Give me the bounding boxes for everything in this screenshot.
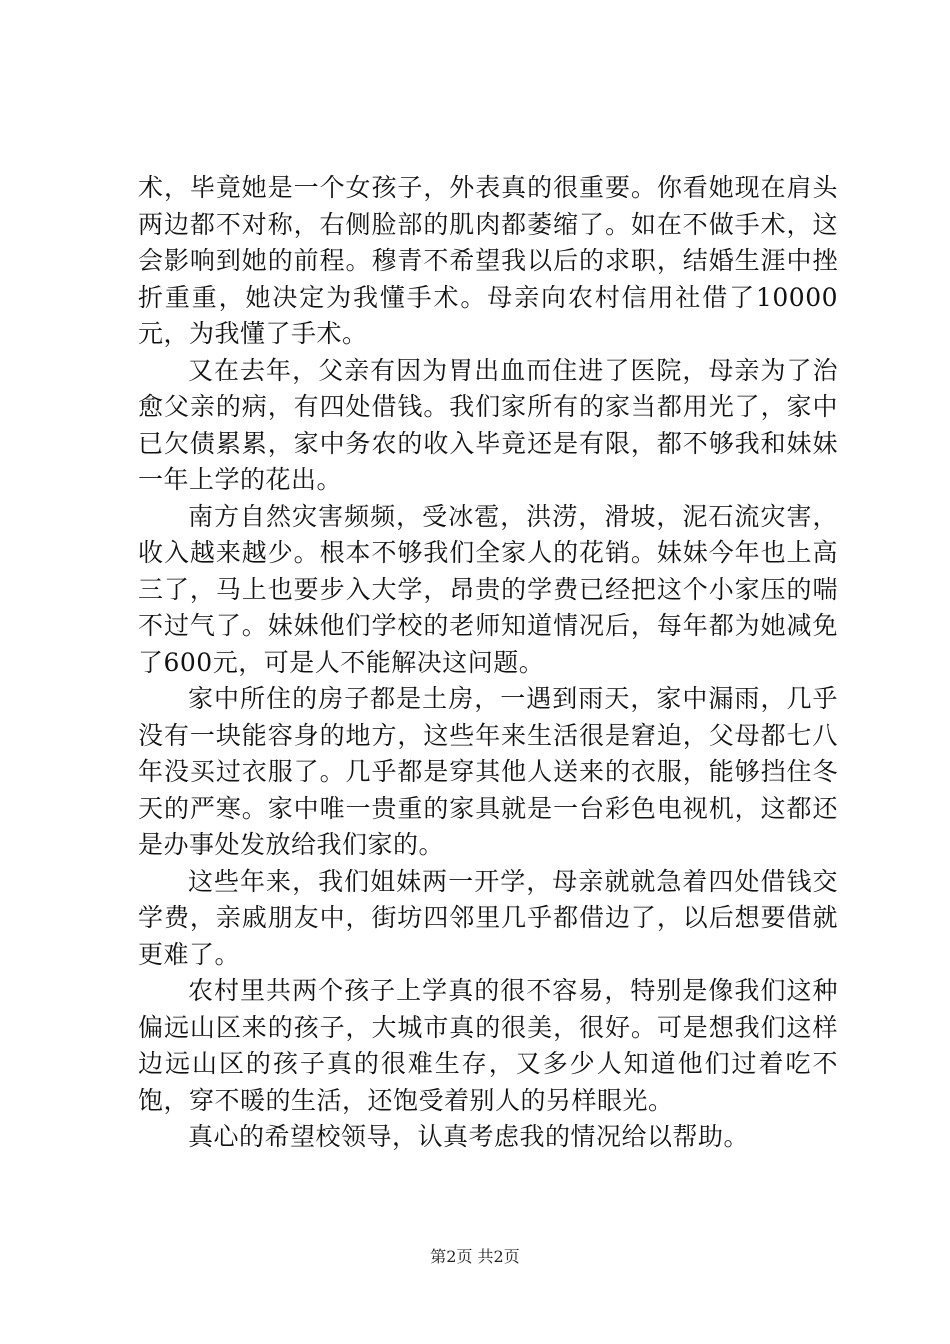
page-number: 第2页 共2页 <box>430 1247 520 1266</box>
paragraph: 这些年来，我们姐妹两一开学，母亲就就急着四处借钱交学费，亲戚朋友中，街坊四邻里几乎都借边了，以后想要借就更难了。 <box>138 866 838 969</box>
paragraph: 南方自然灾害频频，受冰雹，洪涝，滑坡，泥石流灾害，收入越来越少。根本不够我们全家人的花销。妹妹今年也上高三了，马上也要步入大学，昂贵的学费已经把这个小家压的喘不过气了。妹妹他们学校的老师知道情况后，每年都为她减免了600元，可是人不能解决这问题。 <box>138 501 838 677</box>
paragraph-continued: 术，毕竟她是一个女孩子，外表真的很重要。你看她现在肩头两边都不对称，右侧脸部的肌肉都萎缩了。如在不做手术，这会影响到她的前程。穆青不希望我以后的求职，结婚生涯中挫折重重，她决定为我懂手术。母亲向农村信用社借了10000元，为我懂了手术。 <box>138 173 838 348</box>
paragraph: 家中所住的房子都是土房，一遇到雨天，家中漏雨，几乎没有一块能容身的地方，这些年来生活很是窘迫，父母都七八年没买过衣服了。几乎都是穿其他人送来的衣服，能够挡住冬天的严寒。家中唯一贵重的家具就是一台彩色电视机，这都还是办事处发放给我们家的。 <box>138 684 838 859</box>
page-footer <box>0 1244 950 1267</box>
paragraph: 农村里共两个孩子上学真的很不容易，特别是像我们这种偏远山区来的孩子，大城市真的很美，很好。可是想我们这样边远山区的孩子真的很难生存，又多少人知道他们过着吃不饱，穿不暖的生活，还饱受着别人的另样眼光。 <box>138 976 838 1115</box>
document-body <box>138 170 838 1156</box>
paragraph: 又在去年，父亲有因为胃出血而住进了医院，母亲为了治愈父亲的病，有四处借钱。我们家所有的家当都用光了，家中已欠债累累，家中务农的收入毕竟还是有限，都不够我和妹妹一年上学的花出。 <box>138 355 838 494</box>
paragraph-closing: 真心的希望校领导，认真考虑我的情况给以帮助。 <box>188 1122 750 1151</box>
